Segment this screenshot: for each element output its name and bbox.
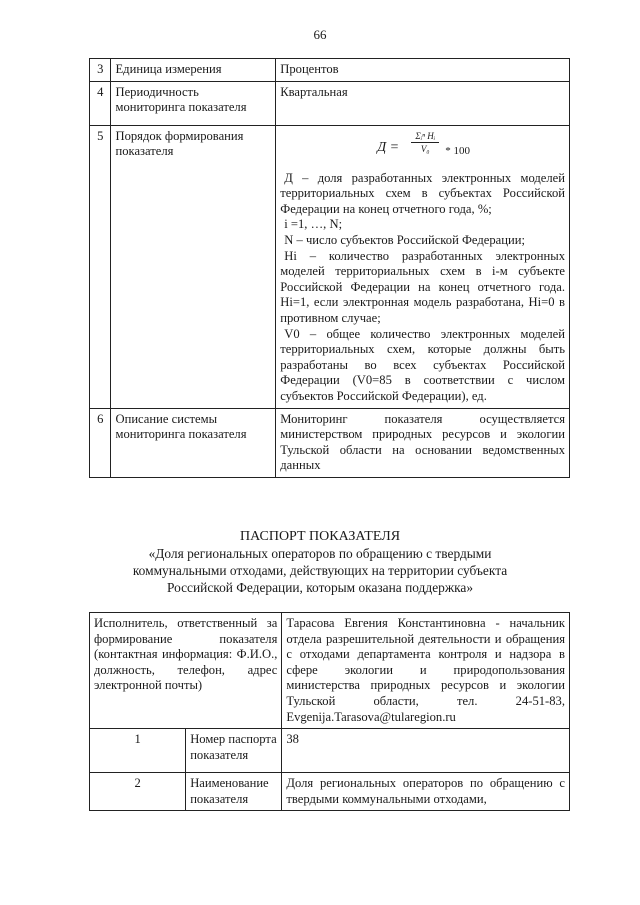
fraction-bar: [411, 142, 439, 143]
formula-lhs: Д =: [377, 139, 400, 155]
table-row: [90, 729, 570, 773]
passport-table: [89, 612, 570, 811]
responsible-label: Исполнитель, ответственный за формирование показателя (контактная информация: Ф.И.О., должность, телефон, адрес электронной почты): [90, 613, 282, 729]
definition-paragraph: N – число субъектов Российской Федерации;: [284, 232, 525, 247]
row-number: 5: [90, 125, 111, 408]
table-row: [90, 613, 570, 729]
table-row: [90, 773, 570, 811]
table-row: [90, 81, 570, 125]
row-name: Порядок формирования показателя: [111, 125, 276, 408]
row-value: Доля региональных операторов по обращению с твердыми коммунальными отходами,: [282, 773, 570, 811]
row-value: [276, 125, 570, 408]
formula-fraction: [411, 131, 439, 154]
definition-paragraph: Д – доля разработанных электронных моделей территориальных схем в субъектах Российской Федерации на конец отчетного года, %;: [280, 170, 565, 216]
row-name: Единица измерения: [111, 59, 276, 82]
table-row: [90, 59, 570, 82]
row-number: 2: [90, 773, 186, 811]
row-number: 3: [90, 59, 111, 82]
table-row: [90, 408, 570, 477]
row-number: 4: [90, 81, 111, 125]
row-number: 6: [90, 408, 111, 477]
row-name: Описание системы мониторинга показателя: [111, 408, 276, 477]
row-value: Квартальная: [276, 81, 570, 125]
row-name: Номер паспорта показателя: [186, 729, 282, 773]
definition-paragraph: i =1, …, N;: [284, 217, 343, 232]
responsible-value: Тарасова Евгения Константиновна - начальник отдела разрешительной деятельности и обращения с отходами департамента контроля и надзора в сфере экологии и природопользования министерства природных ресурсов и экологии Тульской области, тел. 24-51-83, Evgenija.Tarasova@tularegion.ru: [282, 613, 570, 729]
page-number: 66: [313, 27, 327, 42]
row-value: Процентов: [276, 59, 570, 82]
passport-title: ПАСПОРТ ПОКАЗАТЕЛЯ: [239, 529, 401, 544]
formula-numerator: Σᵢⁿ Нᵢ: [415, 130, 436, 141]
passport-subtitle: «Доля региональных операторов по обращению с твердыми коммунальными отходами, действующих на территории субъекта Российской Федерации, которым оказана поддержка»: [132, 546, 508, 595]
definition-paragraph: Hi – количество разработанных электронных моделей территориальных схем в i-м субъекте Российской Федерации на конец отчетного года. Hi=1, если электронная модель разработана, Hi=0 в противном случае;: [280, 248, 565, 325]
formula: [280, 131, 565, 165]
formula-denominator: V₀: [420, 143, 430, 154]
indicator-table: [89, 58, 570, 478]
row-name: Наименование показателя: [186, 773, 282, 811]
row-name: Периодичность мониторинга показателя: [111, 81, 276, 125]
row-number: 1: [90, 729, 186, 773]
formula-multiplier: * 100: [445, 144, 470, 157]
row-value: Мониторинг показателя осуществляется министерством природных ресурсов и экологии Тульской области на основании ведомственных данных: [276, 408, 570, 477]
definition-paragraph: V0 – общее количество электронных моделей территориальных схем, которые должны быть разработаны во всех субъектах Российской Федерации (V0=85 в соответствии с числом субъектов Российской Федерации), ед.: [280, 326, 565, 403]
table-row: [90, 125, 570, 408]
row-value: 38: [282, 729, 570, 773]
